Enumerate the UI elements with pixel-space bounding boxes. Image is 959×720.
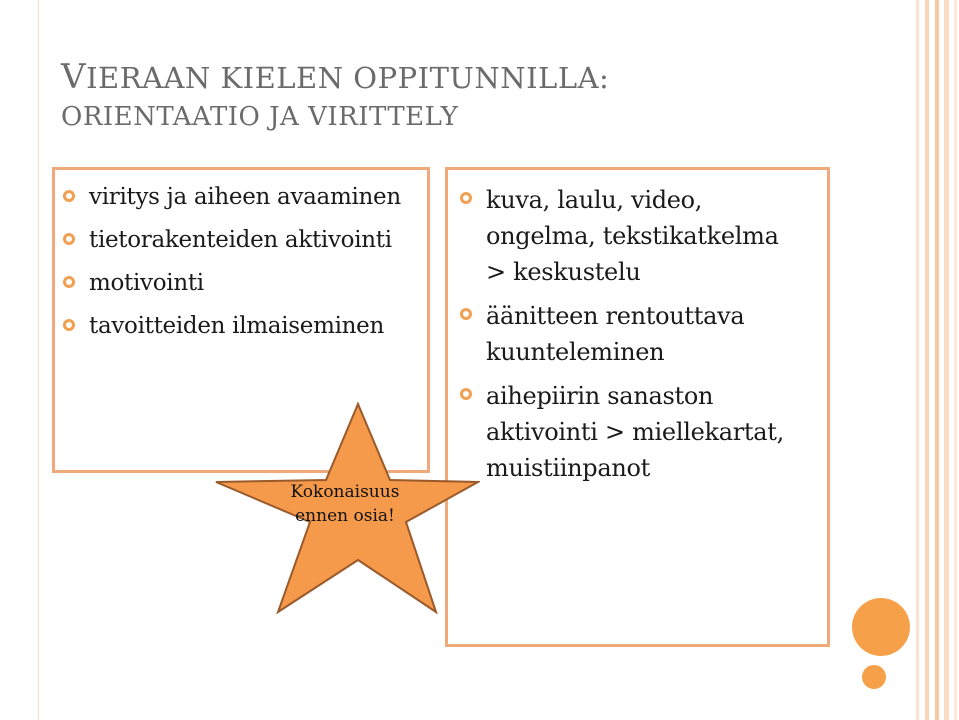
list-item: kuva, laulu, video, ongelma, tekstikatkelma > keskustelu: [460, 182, 786, 290]
decorative-circle-large: [852, 598, 910, 656]
circle-bullet-icon: [63, 276, 75, 288]
list-item: tietorakenteiden aktivointi: [63, 223, 401, 258]
left-frame-decoration: [0, 0, 39, 720]
decorative-circle-small: [862, 665, 886, 689]
list-item: äänitteen rentouttava kuunteleminen: [460, 298, 826, 370]
circle-bullet-icon: [460, 388, 472, 400]
list-item: tavoitteiden ilmaiseminen: [63, 309, 401, 344]
circle-bullet-icon: [460, 192, 472, 204]
right-stripes-decoration: [911, 0, 959, 720]
right-bullet-list: [460, 182, 820, 494]
circle-bullet-icon: [63, 233, 75, 245]
slide-title-line2: ORIENTAATIO JA VIRITTELY: [61, 101, 459, 132]
list-item: aihepiirin sanaston aktivointi > miellekartat, muistiinpanot: [460, 378, 806, 486]
circle-bullet-icon: [63, 319, 75, 331]
star-callout: [210, 400, 480, 620]
left-bullet-list: [63, 180, 401, 352]
list-item: motivointi: [63, 266, 401, 301]
circle-bullet-icon: [460, 308, 472, 320]
slide-title: [61, 57, 609, 133]
circle-bullet-icon: [63, 190, 75, 202]
star-callout-text: Kokonaisuus ennen osia!: [290, 482, 400, 526]
list-item: viritys ja aiheen avaaminen: [63, 180, 401, 215]
right-content-box: [445, 167, 830, 647]
slide-title-line1: VIERAAN KIELEN OPPITUNNILLA:: [61, 57, 610, 97]
